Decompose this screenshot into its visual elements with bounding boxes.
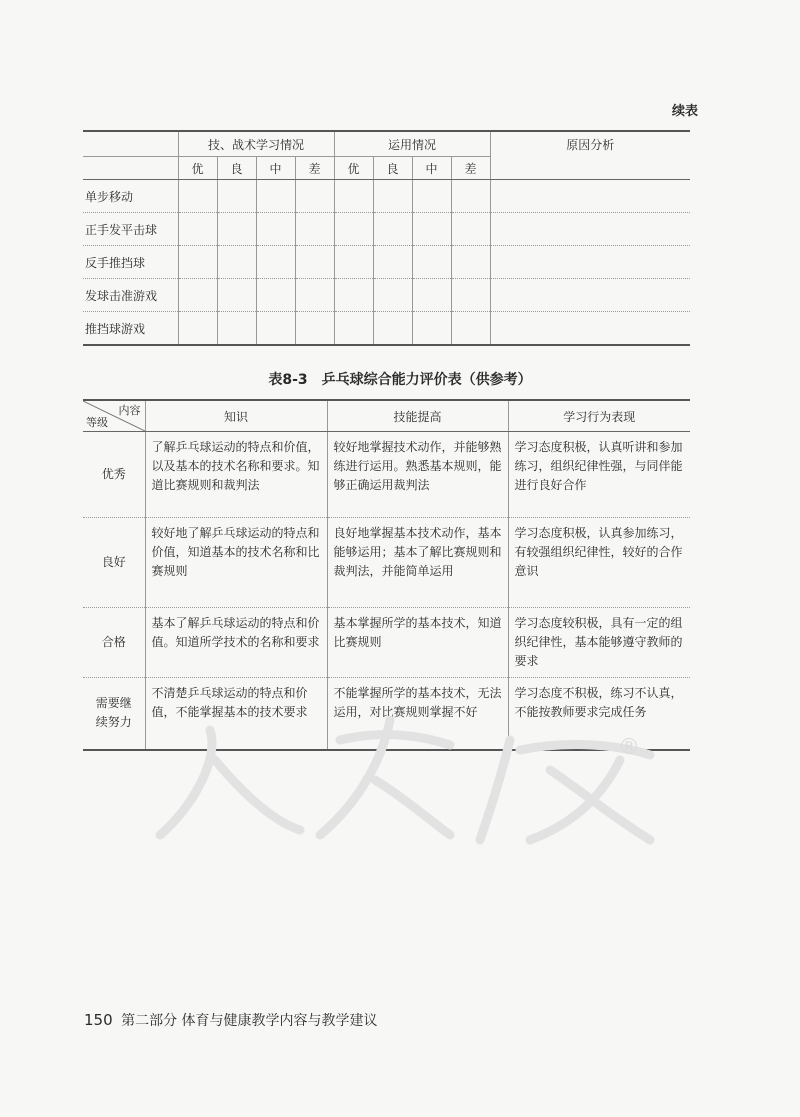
corner-header	[83, 400, 145, 432]
footer-section-title: 第二部分 体育与健康教学内容与教学建议	[121, 1013, 378, 1029]
table-caption: 表8-3 乒乓球综合能力评价表（供参考）	[268, 372, 532, 388]
skill-record-table	[83, 130, 690, 346]
header-reason-analysis: 原因分析	[490, 131, 690, 180]
corner-content-label: 内容	[118, 404, 141, 417]
continued-label: 续表	[671, 104, 698, 119]
level-cell: 需要继续努力	[83, 678, 145, 750]
grade-header: 良	[373, 157, 412, 180]
corner-level-label: 等级	[86, 416, 108, 429]
behavior-cell: 学习态度不积极，练习不认真，不能按教师要求完成任务	[508, 678, 690, 750]
grade-header: 优	[178, 157, 217, 180]
skill-cell: 不能掌握所学的基本技术，无法运用，对比赛规则掌握不好	[327, 678, 508, 750]
corner-empty	[83, 131, 178, 157]
grade-header: 差	[451, 157, 490, 180]
level-cell: 优秀	[101, 467, 126, 481]
header-application: 运用情况	[334, 131, 490, 157]
row-label: 单步移动	[85, 189, 134, 204]
grade-header: 中	[256, 157, 295, 180]
table-row	[83, 213, 690, 246]
knowledge-cell: 不清楚乒乓球运动的特点和价值，不能掌握基本的技术要求	[145, 678, 327, 750]
table-row	[83, 279, 690, 312]
knowledge-cell: 较好地了解乒乓球运动的特点和价值，知道基本的技术名称和比赛规则	[145, 518, 327, 608]
row-label: 反手推挡球	[83, 246, 178, 279]
grade-header: 差	[295, 157, 334, 180]
table-row	[83, 608, 690, 678]
level-cell: 良好	[83, 518, 145, 608]
knowledge-cell: 了解乒乓球运动的特点和价值，以及基本的技术名称和要求。知道比赛规则和裁判法	[145, 432, 327, 518]
row-label: 发球击准游戏	[83, 279, 178, 312]
skill-cell: 良好地掌握基本技术动作，基本能够运用；基本了解比赛规则和裁判法，并能简单运用	[327, 518, 508, 608]
evaluation-table	[83, 399, 690, 751]
registered-mark: ®	[618, 735, 640, 760]
table-row	[83, 432, 690, 518]
row-label: 正手发平击球	[83, 213, 178, 246]
table-row	[83, 518, 690, 608]
header-knowledge: 知识	[145, 400, 327, 432]
publisher-watermark	[150, 700, 670, 850]
table-row	[83, 180, 690, 213]
grade-header: 中	[412, 157, 451, 180]
behavior-cell: 学习态度较积极，具有一定的组织纪律性，基本能够遵守教师的要求	[508, 608, 690, 678]
table-row	[83, 312, 690, 346]
row-label: 推挡球游戏	[83, 312, 178, 346]
skill-cell: 较好地掌握技术动作，并能够熟练进行运用。熟悉基本规则，能够正确运用裁判法	[327, 432, 508, 518]
corner-empty-2	[83, 157, 178, 180]
grade-header: 优	[334, 157, 373, 180]
skill-cell: 基本掌握所学的基本技术，知道比赛规则	[327, 608, 508, 678]
header-skill-learning: 技、战术学习情况	[178, 131, 334, 157]
header-behavior: 学习行为表现	[508, 400, 690, 432]
table-row	[83, 246, 690, 279]
page-number: 150	[84, 1011, 113, 1029]
behavior-cell: 学习态度积极，认真参加练习，有较强组织纪律性，较好的合作意识	[508, 518, 690, 608]
level-cell: 合格	[83, 608, 145, 678]
header-skill: 技能提高	[327, 400, 508, 432]
grade-header: 良	[217, 157, 256, 180]
knowledge-cell: 基本了解乒乓球运动的特点和价值。知道所学技术的名称和要求	[145, 608, 327, 678]
page-footer	[84, 1010, 378, 1030]
behavior-cell: 学习态度积极，认真听讲和参加练习，组织纪律性强，与同伴能进行良好合作	[508, 432, 690, 518]
